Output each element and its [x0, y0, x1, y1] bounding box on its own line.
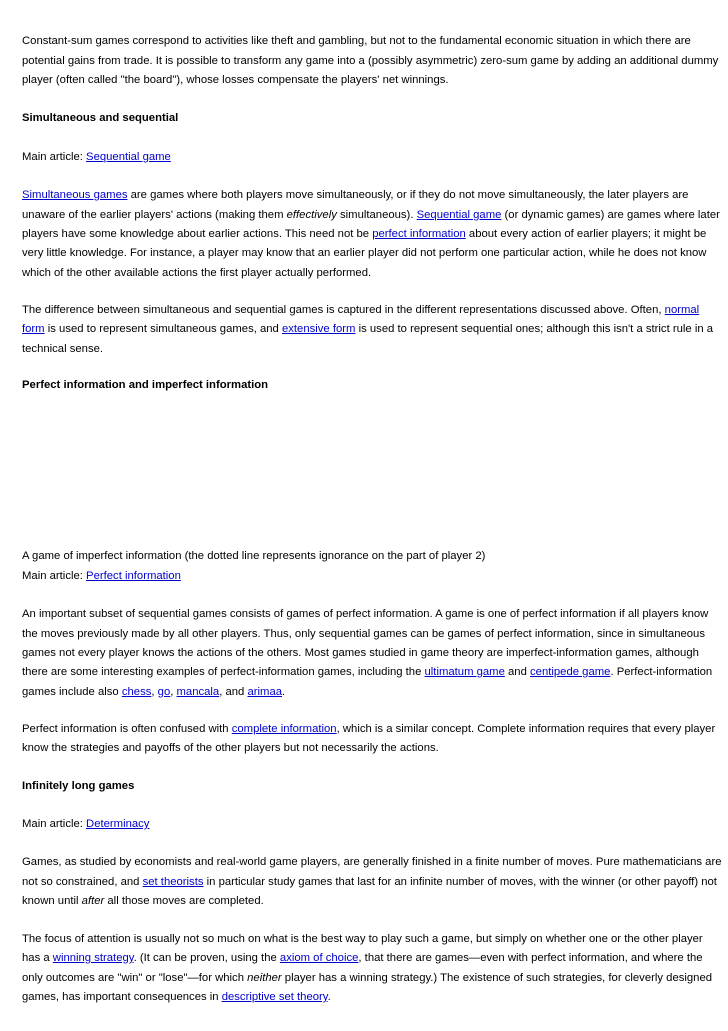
mancala-link[interactable]: mancala	[176, 686, 220, 698]
section-heading: Simultaneous and sequential	[22, 112, 179, 124]
extensive-form-link[interactable]: extensive form	[281, 323, 356, 335]
text: . (It can be proven, using the	[133, 952, 280, 964]
paragraph-line	[22, 894, 264, 908]
sequential-game-link-2[interactable]: Sequential game	[416, 209, 502, 221]
winning-strategy-link[interactable]: winning strategy	[52, 952, 134, 964]
perfect-information-link[interactable]: perfect information	[372, 228, 466, 240]
paragraph-line: very little knowledge. For instance, a player may know that an earlier player did not perform one particular action, while he does not know	[22, 247, 707, 259]
main-article-prefix: Main article:	[22, 151, 87, 163]
text: and	[504, 666, 531, 678]
text: only outcomes are "win" or "lose"—for which	[22, 972, 248, 984]
paragraph-line	[22, 322, 713, 336]
centipede-game-link[interactable]: centipede game	[530, 666, 611, 678]
paragraph-line	[22, 188, 688, 202]
text: simultaneous).	[336, 209, 417, 221]
paragraph-line: The focus of attention is usually not so much on what is the best way to play such a game, but simply on whether one or the other player	[22, 933, 703, 945]
normal-form-link-cont[interactable]: form	[22, 323, 45, 335]
normal-form-link[interactable]: normal	[664, 304, 700, 316]
paragraph-line: Constant-sum games correspond to activities like theft and gambling, but not to the fundamental economic situation in which there are	[22, 35, 691, 47]
complete-information-link[interactable]: complete information	[231, 723, 337, 735]
section-heading: Perfect information and imperfect information	[22, 379, 269, 391]
text: (or dynamic games) are games where later	[501, 209, 720, 221]
paragraph-line: Games, as studied by economists and real-world game players, are generally finished in a finite number of moves. Pure mathematicians are	[22, 856, 722, 868]
text: ,	[151, 686, 158, 698]
text: games include also	[22, 686, 122, 698]
main-article-note	[22, 569, 181, 583]
text: . Perfect-information	[610, 666, 713, 678]
simultaneous-games-link[interactable]: Simultaneous games	[22, 189, 128, 201]
paragraph-line	[22, 722, 715, 736]
paragraph-line	[22, 990, 331, 1004]
text: games, has important consequences in	[22, 991, 222, 1003]
main-article-prefix: Main article:	[22, 818, 87, 830]
ultimatum-game-link[interactable]: ultimatum game	[424, 666, 505, 678]
paragraph-line: the moves previously made by all other players. Thus, only sequential games can be games of perfect information, since in simultaneous	[22, 628, 705, 640]
descriptive-set-theory-link[interactable]: descriptive set theory	[221, 991, 328, 1003]
text: not so constrained, and	[22, 876, 143, 888]
paragraph-line: know the strategies and payoffs of the other players but not necessarily the actions.	[22, 742, 439, 754]
axiom-of-choice-link[interactable]: axiom of choice	[279, 952, 359, 964]
text: all those moves are completed.	[104, 895, 264, 907]
paragraph-line: potential gains from trade. It is possible to transform any game into a (possibly asymmetric) zero-sum game by adding an additional dummy	[22, 55, 719, 67]
determinacy-link[interactable]: Determinacy	[86, 818, 150, 830]
arimaa-link[interactable]: arimaa	[247, 686, 283, 698]
paragraph-line	[22, 665, 712, 679]
text: about every action of earlier players; it might be	[465, 228, 707, 240]
main-article-note	[22, 817, 149, 831]
text: known until	[22, 895, 82, 907]
paragraph-line	[22, 208, 720, 222]
paragraph-line	[22, 303, 699, 317]
text: unaware of the earlier players' actions (making them	[22, 209, 287, 221]
emphasis: neither	[247, 972, 282, 984]
text: , and	[219, 686, 248, 698]
text: , which is a similar concept. Complete information requires that every player	[336, 723, 716, 735]
text: Perfect information is often confused with	[22, 723, 232, 735]
figure-caption: A game of imperfect information (the dotted line represents ignorance on the part of player 2)	[22, 550, 486, 562]
sequential-game-link[interactable]: Sequential game	[86, 151, 171, 163]
paragraph-line	[22, 971, 712, 985]
chess-link[interactable]: chess	[121, 686, 152, 698]
emphasis: effectively	[286, 209, 337, 221]
text: ,	[170, 686, 177, 698]
paragraph-line	[22, 685, 285, 699]
text: is used to represent simultaneous games, and	[44, 323, 282, 335]
paragraph-line	[22, 227, 706, 241]
paragraph-line: which of the other available actions the first player actually performed.	[22, 267, 372, 279]
text: are games where both players move simultaneously, or if they do not move simultaneously, the later players are	[127, 189, 689, 201]
text: is used to represent sequential ones; although this isn't a strict rule in a	[355, 323, 714, 335]
text: in particular study games that last for an infinite number of moves, with the winner (or other payoff) not	[203, 876, 717, 888]
paragraph-line: games not every player knows the actions of the others. Most games studied in game theory are imperfect-information games, although	[22, 647, 699, 659]
text: has a	[22, 952, 53, 964]
text: player has a winning strategy.) The existence of such strategies, for cleverly designed	[281, 972, 713, 984]
text: players have some knowledge about earlier actions. This need not be	[22, 228, 373, 240]
text: there are some interesting examples of perfect-information games, including the	[22, 666, 425, 678]
main-article-prefix: Main article:	[22, 570, 87, 582]
go-link[interactable]: go	[157, 686, 171, 698]
paragraph-line	[22, 875, 717, 889]
text: .	[282, 686, 286, 698]
perfect-information-article-link[interactable]: Perfect information	[86, 570, 181, 582]
text: The difference between simultaneous and sequential games is captured in the different representations discussed above. Often,	[22, 304, 665, 316]
section-heading: Infinitely long games	[22, 780, 135, 792]
text: , that there are games—even with perfect information, and where the	[358, 952, 703, 964]
paragraph-line	[22, 951, 703, 965]
main-article-note	[22, 150, 171, 164]
paragraph-line: An important subset of sequential games consists of games of perfect information. A game is one of perfect information if all players know	[22, 608, 709, 620]
emphasis: after	[81, 895, 105, 907]
text: .	[327, 991, 331, 1003]
paragraph-line: player (often called "the board"), whose losses compensate the players' net winnings.	[22, 74, 449, 86]
set-theorists-link[interactable]: set theorists	[142, 876, 204, 888]
paragraph-line: technical sense.	[22, 343, 104, 355]
